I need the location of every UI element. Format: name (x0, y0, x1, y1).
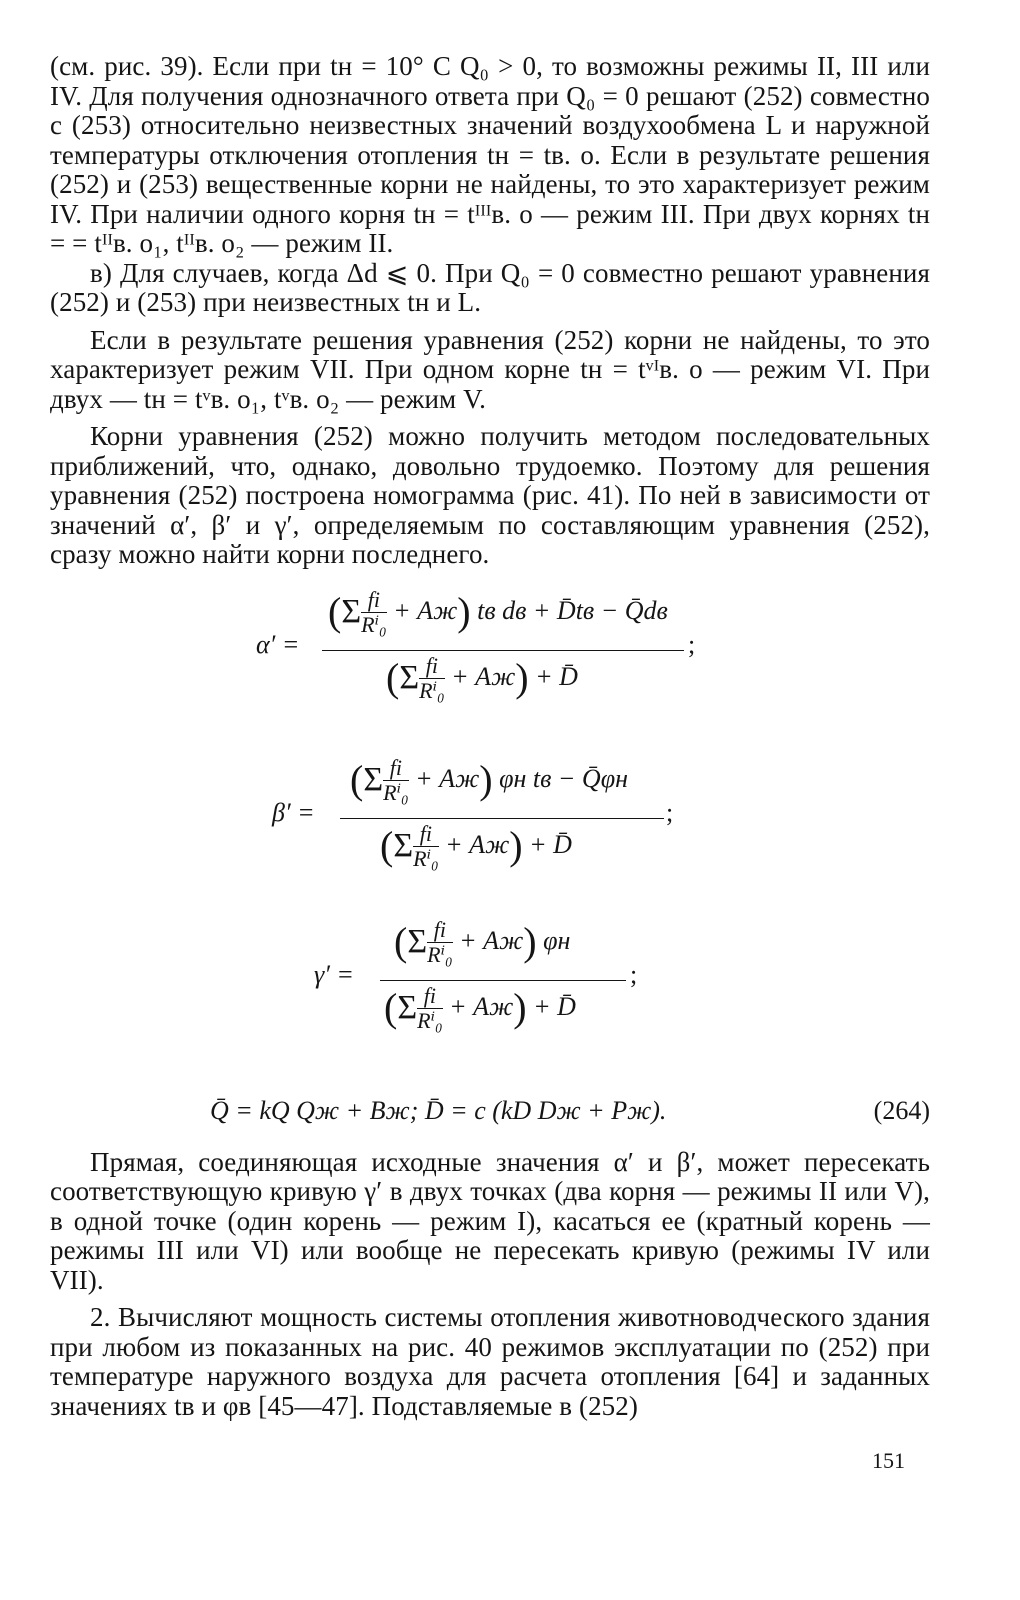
formula-numerator: (Σ $\frac{fi}{\text{Rⁱ₀}}$ + Aж) φн (394, 917, 571, 968)
paragraph: 2. Вычисляют мощность системы отопления животноводческого здания при любом из показанных на рис. 40 режимов эксплуатации по (252) при температуре наружного воздуха для расчета отопления [64] и заданных значениях tв и φв [45—47]. Подставляемые в (252) (50, 1302, 930, 1421)
formula-end: ; (666, 797, 674, 827)
formula-expression: Q̄ = kQ Qж + Bж; D̄ = c (kD Dж + Pж). (210, 1095, 667, 1125)
paragraph: Корни уравнения (252) можно получить методом последовательных приближений, что, однако, довольно трудоемко. Поэтому для решения уравнения (252) построена номограмма (рис. 41). По ней в зависимости от значений α′, β′ и γ′, определяемым по составляющим уравнения (252), сразу можно найти корни последнего. (50, 421, 930, 569)
formula-numerator: (Σ $\frac{fi}{\text{Rⁱ₀}}$ + Aж) tв dв + D̄tв − Q̄dв (328, 587, 668, 638)
formula-denominator: (Σ $\frac{fi}{\text{Rⁱ₀}}$ + Aж) + D̄ (386, 653, 578, 704)
formula-lhs: α′ = (256, 629, 300, 659)
paragraph: Прямая, соединяющая исходные значения α′ и β′, может пересекать соответствующую кривую γ′ в двух точках (два корня — режимы II или V), в одной точке (один корень — режим I), касаться ее (кратный корень — режимы III или VI) или вообще не пересекать кривую (режимы IV или VII). (50, 1146, 930, 1295)
equation-number: (264) (873, 1095, 930, 1125)
fraction-bar (340, 818, 664, 819)
paragraph: Если в результате решения уравнения (252) корни не найдены, то это характеризует режим VII. При одном корне tн = tᵛᴵв. о — режим VI. При двух — tн = tᵛв. о₁, tᵛв. о₂ — режим V. (50, 324, 930, 414)
paragraph: в) Для случаев, когда Δd ⩽ 0. При Q₀ = 0 совместно решают уравнения (252) и (253) при неизвестных tн и L. (50, 257, 930, 317)
formula-lhs: γ′ = (314, 959, 354, 989)
fraction-bar (322, 650, 684, 651)
formula-denominator: (Σ $\frac{fi}{\text{Rⁱ₀}}$ + Aж) + D̄ (380, 821, 572, 872)
formula-numerator: (Σ $\frac{fi}{\text{Rⁱ₀}}$ + Aж) φн tв − Q̄φн (350, 755, 628, 806)
formula-end: ; (688, 629, 696, 659)
formula-denominator: (Σ $\frac{fi}{\text{Rⁱ₀}}$ + Aж) + D̄ (384, 983, 576, 1034)
paragraph: (см. рис. 39). Если при tн = 10° С Q₀ > 0, то возможны режимы II, III или IV. Для получения однозначного ответа при Q₀ = 0 решают (252) совместно с (253) относительно неизвестных значений воздухообмена L и наружной температуры отключения отопления tн = tв. о. Если в результате решения (252) и (253) вещественные корни не найдены, то это характеризует режим IV. При наличии одного корня tн = tᴵᴵᴵв. о — режим III. При двух корнях tн = = tᴵᴵв. о₁, tᴵᴵв. о₂ — режим II. (50, 51, 930, 258)
formula-block (50, 588, 930, 1148)
page-number: 151 (872, 1448, 905, 1473)
formula-lhs: β′ = (272, 797, 315, 827)
formula-end: ; (630, 959, 638, 989)
page-body (50, 52, 930, 1421)
fraction-bar (380, 980, 626, 981)
